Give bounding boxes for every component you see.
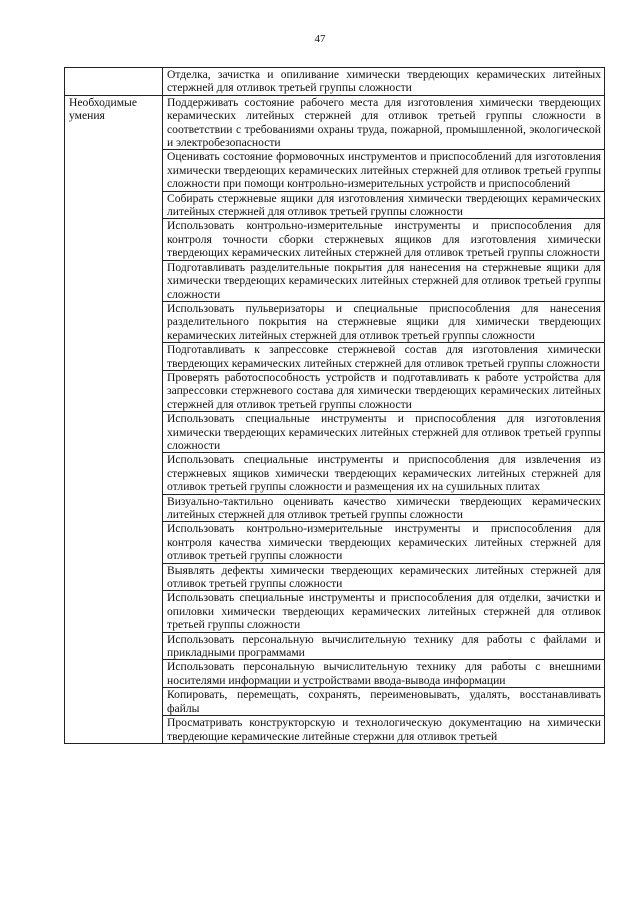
- skill-cell: Собирать стержневые ящики для изготовления химически твердеющих керамических литейных стержней для отливок третьей группы сложности: [163, 191, 605, 219]
- requirements-table: [64, 67, 605, 744]
- table-row: [65, 95, 605, 150]
- skill-cell: Использовать пульверизаторы и специальные приспособления для нанесения разделительного покрытия на стержневые ящики для химически твердеющих керамических литейных стержней для отливок третьей группы сложности: [163, 301, 605, 342]
- skill-cell: Копировать, перемещать, сохранять, переименовывать, удалять, восстанавливать файлы: [163, 688, 605, 716]
- skill-cell: Поддерживать состояние рабочего места для изготовления химически твердеющих керамических литейных стержней для отливок третьей группы сложности в соответствии с требованиями охраны труда, пожарной, промышленной, экологической и электробезопасности: [163, 95, 605, 150]
- page-number: 47: [314, 33, 326, 45]
- skill-cell: Оценивать состояние формовочных инструментов и приспособлений для изготовления химически твердеющих керамических литейных стержней для отливок третьей группы сложности при помощи контрольно-измерительных устройств и приспособлений: [163, 150, 605, 191]
- table-cell-text: Отделка, зачистка и опиливание химически твердеющих керамических литейных стержней для отливок третьей группы сложности: [163, 68, 605, 96]
- skill-cell: Визуально-тактильно оценивать качество химически твердеющих керамических литейных стержней для отливок третьей группы сложности: [163, 494, 605, 522]
- skill-cell: Использовать контрольно-измерительные инструменты и приспособления для контроля качества химически твердеющих керамических литейных стержней для отливок третьей группы сложности: [163, 522, 605, 563]
- skill-cell: Использовать специальные инструменты и приспособления для изготовления химически твердеющих керамических литейных стержней для отливок третьей группы сложности: [163, 412, 605, 453]
- skill-cell: Использовать персональную вычислительную технику для работы с файлами и прикладными программами: [163, 632, 605, 660]
- skill-cell: Выявлять дефекты химически твердеющих керамических литейных стержней для отливок третьей группы сложности: [163, 563, 605, 591]
- skill-cell: Проверять работоспособность устройств и подготавливать к работе устройства для запрессовки стержневого состава для химически твердеющих керамических литейных стержней для отливок третьей группы сложности: [163, 370, 605, 411]
- skill-cell: Просматривать конструкторскую и технологическую документацию на химически твердеющие керамические литейные стержни для отливок третьей: [163, 716, 605, 744]
- table-cell-empty: [65, 68, 163, 96]
- skill-cell: Использовать персональную вычислительную технику для работы с внешними носителями информации и устройствами ввода-вывода информации: [163, 660, 605, 688]
- skill-cell: Использовать контрольно-измерительные инструменты и приспособления для контроля точности сборки стержневых ящиков для изготовления химически твердеющих керамических литейных стержней для отливок третьей группы сложности: [163, 219, 605, 260]
- table-row: [65, 68, 605, 96]
- skill-cell: Подготавливать разделительные покрытия для нанесения на стержневые ящики для химически твердеющих керамических литейных стержней для отливок третьей группы сложности: [163, 260, 605, 301]
- skill-cell: Использовать специальные инструменты и приспособления для извлечения из стержневых ящиков химически твердеющих керамических литейных стержней для отливок третьей группы сложности и размещения их на сушильных плитах: [163, 453, 605, 494]
- skill-cell: Использовать специальные инструменты и приспособления для отделки, зачистки и опиловки химически твердеющих керамических литейных стержней для отливок третьей группы сложности: [163, 591, 605, 632]
- section-label-cell: Необходимые умения: [65, 95, 163, 743]
- skill-cell: Подготавливать к запрессовке стержневой состав для изготовления химически твердеющих керамических литейных стержней для отливок третьей группы сложности: [163, 343, 605, 371]
